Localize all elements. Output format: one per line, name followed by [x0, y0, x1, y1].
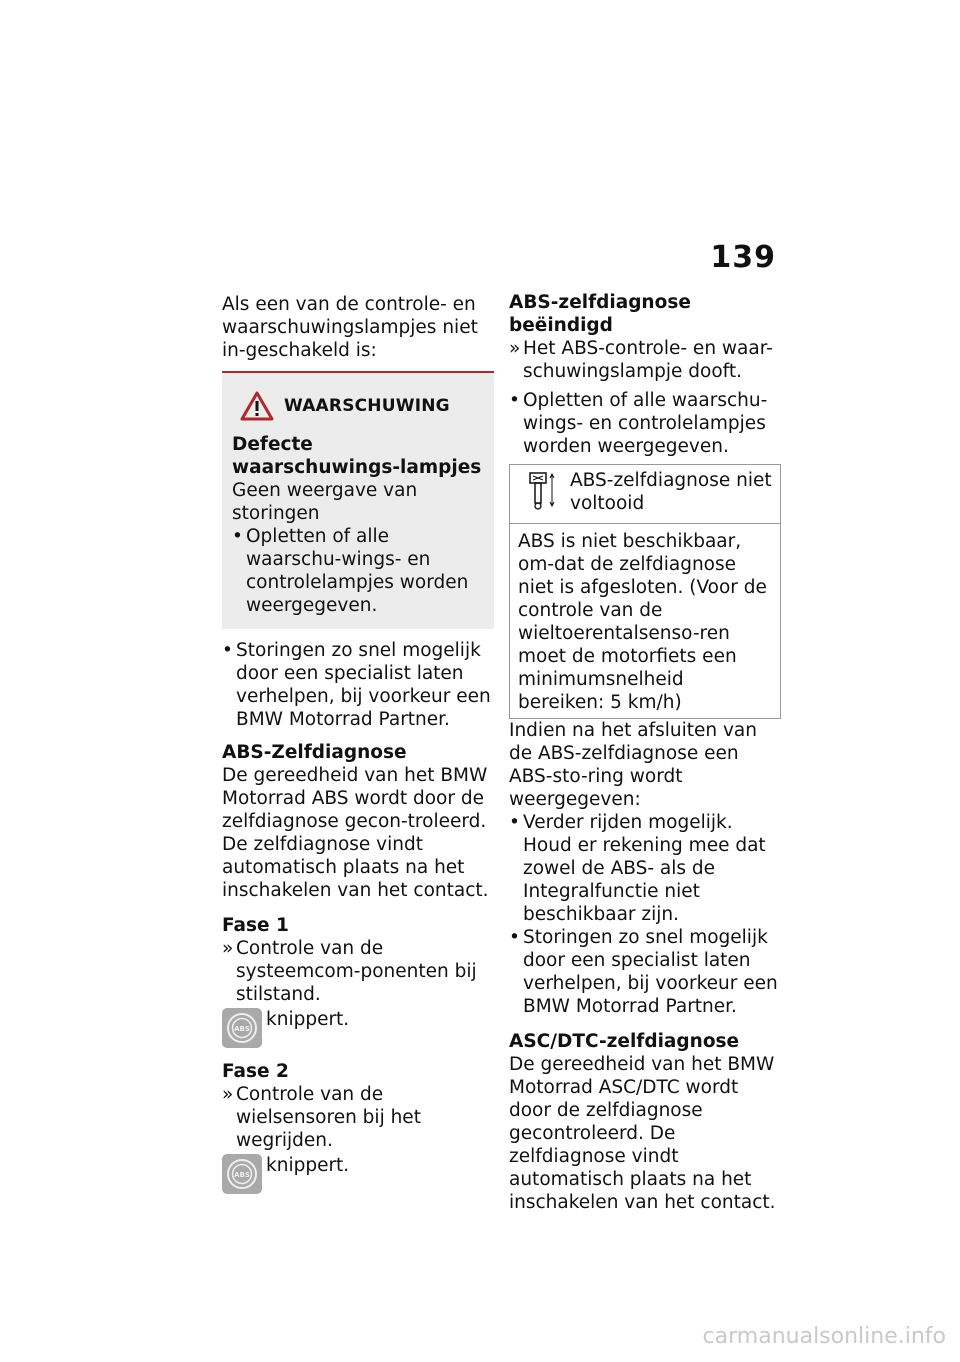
info-table-body: ABS is niet beschikbaar, om-dat de zelfdiagnose niet is afgesloten. (Voor de controle van de wieltoerentalsenso-ren moet de motorfiets een minimumsnelheid bereiken: 5 km/h) [518, 531, 767, 713]
asc-heading: ASC/DTC-zelfdiagnose [509, 1031, 740, 1052]
warning-text: Geen weergave van storingen [232, 480, 418, 524]
abs-warning-icon [222, 1154, 262, 1194]
abs-warning-icon [222, 1008, 262, 1048]
intro-text: Als een van de controle- en waarschuwingslampjes niet in-geschakeld is: [222, 294, 478, 361]
fase1-blink: knippert. [266, 1009, 350, 1030]
fase1-icon-row [222, 1008, 494, 1048]
after-text: Indien na het afsluiten van de ABS-zelfdiagnose een ABS-sto-ring wordt weergegeven: [509, 720, 757, 810]
fase2-heading: Fase 2 [222, 1061, 289, 1082]
warning-subtitle: Defecte waarschuwings-lampjes [232, 434, 482, 478]
storingen-bullet-right: • Storingen zo snel mogelijk door een specialist laten verhelpen, bij voorkeur een BMW Motorrad Partner. [509, 926, 781, 1018]
right-column [509, 291, 781, 1214]
abs-icon-label: ABS [234, 1171, 250, 1179]
fase2-text: » Controle van de wielsensoren bij het wegrijden. [222, 1083, 494, 1152]
abs-heading: ABS-Zelfdiagnose [222, 742, 407, 763]
done-bullet: • Opletten of alle waarschu-wings- en controlelampjes worden weergegeven. [509, 389, 781, 458]
fase2-blink: knippert. [266, 1155, 350, 1176]
info-table-header [510, 465, 780, 524]
warning-title: WAARSCHUWING [284, 395, 450, 416]
info-table [509, 464, 781, 719]
fase1-text: » Controle van de systeemcom-ponenten bij stilstand. [222, 937, 494, 1006]
abs-text: De gereedheid van het BMW Motorrad ABS wordt door de zelfdiagnose gecon-troleerd. De zelfdiagnose vindt automatisch plaats na het inschakelen van het contact. [222, 765, 489, 901]
fase2-icon-row [222, 1154, 494, 1194]
storingen-bullet: • Storingen zo snel mogelijk door een specialist laten verhelpen, bij voorkeur een BMW Motorrad Partner. [222, 639, 494, 731]
fase1-heading: Fase 1 [222, 915, 289, 936]
info-table-header-text: ABS-zelfdiagnose niet voltooid [570, 470, 772, 514]
watermark: carmanualsonline.info [702, 1324, 946, 1349]
warning-header [240, 391, 484, 421]
page-number: 139 [710, 240, 776, 275]
done-heading: ABS-zelfdiagnose beëindigd [509, 292, 691, 336]
verder-rijden-bullet: • Verder rijden mogelijk. Houd er rekening mee dat zowel de ABS- als de Integralfunctie niet beschikbaar zijn. [509, 811, 781, 926]
abs-icon-label: ABS [234, 1025, 250, 1033]
asc-text: De gereedheid van het BMW Motorrad ASC/DTC wordt door de zelfdiagnose gecontroleerd. De zelfdiagnose vindt automatisch plaats na het inschakelen van het contact. [509, 1054, 776, 1213]
done-arrow: » Het ABS-controle- en waar-schuwingslampje dooft. [509, 337, 781, 383]
left-column [222, 293, 494, 1194]
warning-box [222, 373, 494, 629]
warning-triangle-icon [240, 391, 274, 421]
warning-bullet: • Opletten of alle waarschu-wings- en controlelampjes worden weergegeven. [232, 525, 484, 617]
workshop-tool-icon [518, 469, 558, 513]
